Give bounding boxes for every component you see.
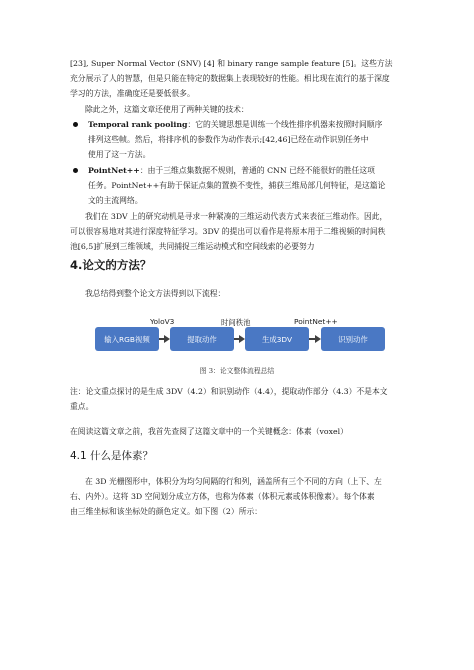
flow-arrow xyxy=(159,338,166,340)
text-line: 充分展示了人的智慧，但是只能在特定的数据集上表现较好的性能。相比现在流行的基于深度 xyxy=(70,74,390,84)
text-line: ：它的关键思想是训练一个线性排序机器来按照时间顺序 xyxy=(187,120,383,129)
bullet-temporal-rank-pooling xyxy=(88,117,422,163)
bullet-term: PointNet++ xyxy=(88,166,140,175)
voxel-intro: 在阅读这篇文章之前，我首先查阅了这篇文章中的一个关键概念：体素（voxel） xyxy=(70,427,348,436)
text-line: 在 3D 光栅图形中，体积分为均匀间隔的行和列，涵盖所有三个不同的方向（上下、左 xyxy=(85,477,382,486)
bullet-dot xyxy=(73,122,78,127)
flow-label-temporal-rank-pooling: 时间秩池 xyxy=(221,318,251,327)
text-line: 排列这些帧。然后，将排序机的参数作为动作表示;[42,46]已经在动作识别任务中 xyxy=(88,135,369,145)
flow-summary: 我总结得到整个论文方法得到以下流程： xyxy=(85,289,226,298)
text-line: 池[6,5]扩展到三维领域，共同捕捉三维运动模式和空间线索的必要努力 xyxy=(70,242,315,252)
flow-box-generate-3dv: 生成3DV xyxy=(245,327,309,351)
flow-box-input-video: 输入RGB视频 xyxy=(95,327,159,351)
subsection-heading: 4.1 什么是体素？ xyxy=(70,450,154,462)
text-line: 使用了这一方法。 xyxy=(88,150,151,160)
text-line: 由三维坐标和该坐标处的颜色定义。如下图（2）所示： xyxy=(70,507,263,517)
flow-box-recognize-action: 识别动作 xyxy=(321,327,385,351)
flow-label-yolov3: YoloV3 xyxy=(150,317,175,326)
motivation-paragraph xyxy=(70,209,422,255)
flow-label-pointnet: PointNet++ xyxy=(294,317,338,326)
text-line: 文的主流网络。 xyxy=(88,196,143,206)
bullet-term: Temporal rank pooling xyxy=(88,120,188,129)
flow-arrow xyxy=(309,338,317,340)
text-line: 可以很容易地对其进行深度特征学习。3DV 的提出可以看作是将原本用于二维视频的时间秩 xyxy=(70,227,386,237)
text-line: 重点。 xyxy=(70,402,94,412)
key-techniques-intro: 除此之外，这篇文章还使用了两种关键的技术： xyxy=(85,105,249,114)
text-line: ：由于三维点集数据不规则，普通的 CNN 已经不能很好的胜任这项 xyxy=(139,166,375,175)
text-line: 任务。PointNet++有助于保证点集的置换不变性，捕获三维局部几何特征，是这篇论 xyxy=(88,181,386,191)
section-heading: 4.论文的方法？ xyxy=(70,258,152,272)
text-line: 学习的方法，准确度还是要低很多。 xyxy=(70,89,195,99)
intro-paragraph xyxy=(70,56,422,102)
text-line: [23], Super Normal Vector (SNV) [4] 和 binary range sample feature [5]。这些方法 xyxy=(70,59,393,68)
voxel-paragraph xyxy=(70,474,422,520)
bullet-dot xyxy=(73,168,78,173)
text-line: 注：论文重点探讨的是生成 3DV（4.2）和识别动作（4.4），提取动作部分（4.3）不是本文 xyxy=(70,387,388,396)
text-line: 右、内外）。这将 3D 空间划分成立方体，也称为体素（体积元素或体积像素）。每个体素 xyxy=(70,492,375,502)
bullet-pointnet xyxy=(88,163,422,209)
figure-caption: 图 3：论文整体流程总结 xyxy=(199,367,275,375)
flow-arrow xyxy=(234,338,241,340)
text-line: 我们在 3DV 上的研究动机是寻求一种紧凑的三维运动代表方式来表征三维动作。因此， xyxy=(85,212,388,221)
note-paragraph xyxy=(70,384,422,414)
flow-box-extract-action: 提取动作 xyxy=(170,327,234,351)
